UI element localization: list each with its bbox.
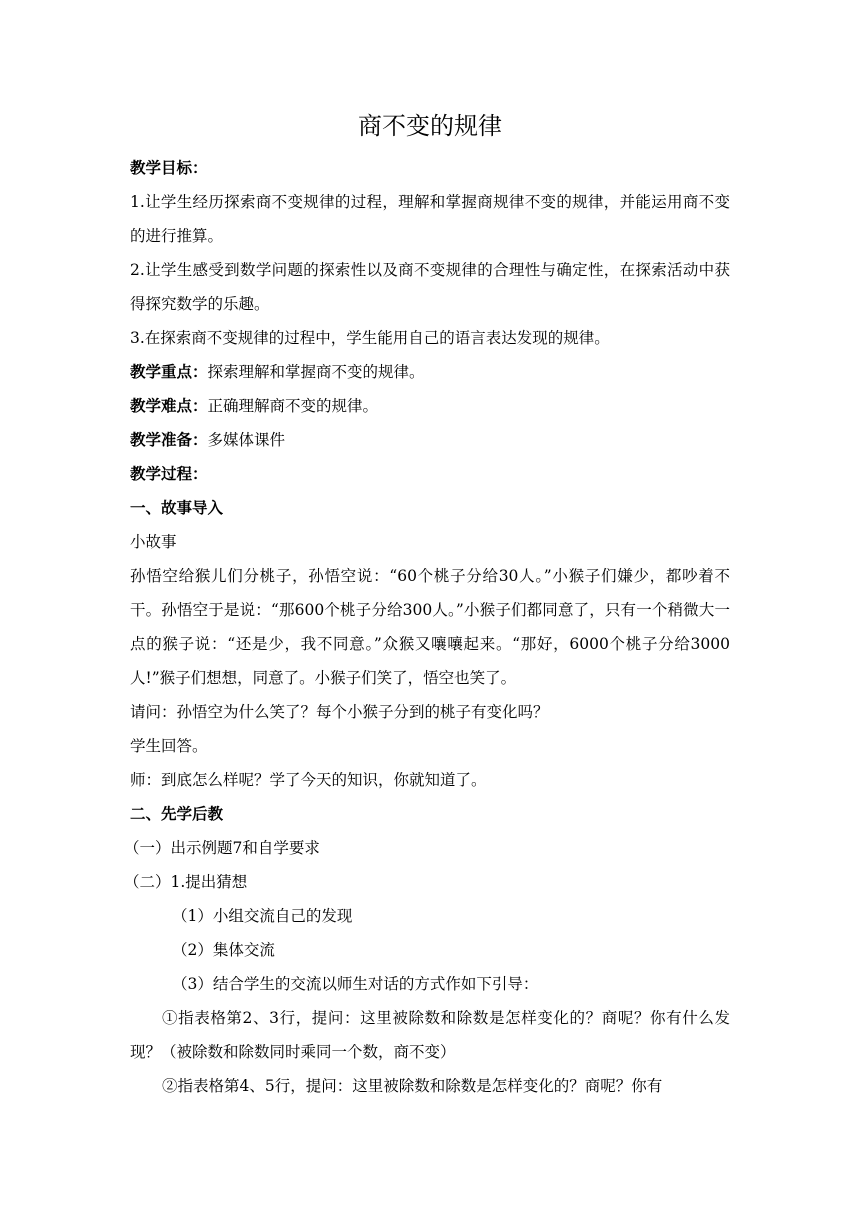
objectives-heading: 教学目标： [130, 159, 208, 177]
document-body [124, 151, 730, 1103]
objective-2: 2.让学生感受到数学问题的探索性以及商不变规律的合理性与确定性，在探索活动中获得探究数学的乐趣。 [130, 261, 730, 313]
item-2: ②指表格第4、5行，提问：这里被除数和除数是怎样变化的？商呢？你有 [162, 1077, 663, 1095]
difficulty-label: 教学难点： [130, 397, 208, 415]
key-point [130, 355, 730, 389]
part1-heading: 一、故事导入 [130, 499, 224, 517]
story-text: 孙悟空给猴儿们分桃子，孙悟空说：“60个桃子分给30人。”小猴子们嫌少，都吵着不干。孙悟空于是说：“那600个桃子分给300人。”小猴子们都同意了，只有一个稍微大一点的猴子说：“还是少，我不同意。”众猴又嚷嚷起来。“那好，6000个桃子分给3000人!”猴子们想想，同意了。小猴子们笑了，悟空也笑了。 [130, 567, 730, 687]
step-2: （二）1.提出猜想 [124, 873, 248, 891]
step-1: （一）出示例题7和自学要求 [124, 839, 320, 857]
story-title: 小故事 [130, 533, 177, 551]
objective-1: 1.让学生经历探索商不变规律的过程，理解和掌握商规律不变的规律，并能运用商不变的进行推算。 [130, 193, 730, 245]
difficulty [130, 389, 730, 423]
process-heading: 教学过程： [130, 465, 208, 483]
prep-label: 教学准备： [130, 431, 208, 449]
item-1: ①指表格第2、3行，提问：这里被除数和除数是怎样变化的？商呢？你有什么发现？（被除数和除数同时乘同一个数，商不变） [130, 1009, 730, 1061]
student-answer: 学生回答。 [130, 737, 208, 755]
sub-step-3: （3）结合学生的交流以师生对话的方式作如下引导： [172, 975, 539, 993]
sub-step-2: （2）集体交流 [172, 941, 275, 959]
difficulty-text: 正确理解商不变的规律。 [207, 397, 379, 415]
preparation [130, 423, 730, 457]
prep-text: 多媒体课件 [207, 431, 286, 449]
page-title: 商不变的规律 [358, 112, 502, 140]
sub-step-1: （1）小组交流自己的发现 [172, 907, 353, 925]
story-question: 请问：孙悟空为什么笑了？每个小猴子分到的桃子有变化吗？ [130, 703, 549, 721]
key-point-label: 教学重点： [130, 363, 208, 381]
objective-3: 3.在探索商不变规律的过程中，学生能用自己的语言表达发现的规律。 [130, 329, 610, 347]
part2-heading: 二、先学后教 [130, 805, 224, 823]
key-point-text: 探索理解和掌握商不变的规律。 [207, 363, 425, 381]
teacher-line: 师：到底怎么样呢？学了今天的知识，你就知道了。 [130, 771, 487, 789]
